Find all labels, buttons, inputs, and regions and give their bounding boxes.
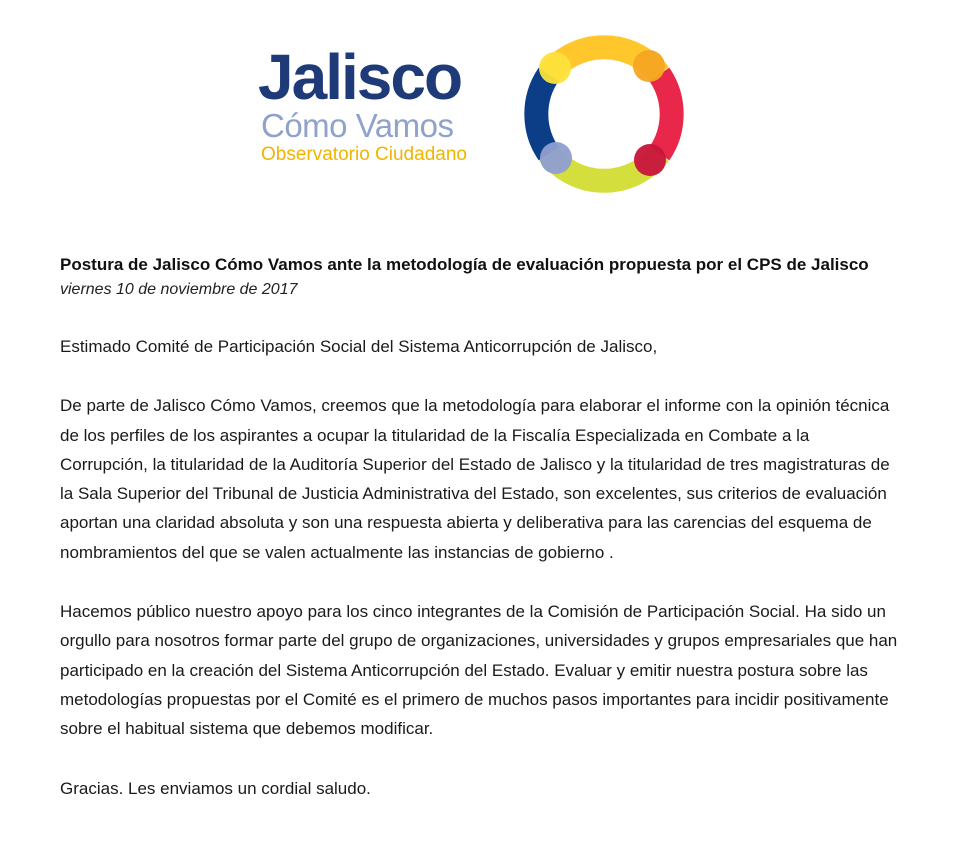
letterhead — [0, 0, 960, 215]
logo-wordmark — [258, 41, 508, 167]
salutation: Estimado Comité de Participación Social del Sistema Anticorrupción de Jalisco, — [60, 337, 658, 356]
ring-dot-crimson — [634, 144, 666, 176]
ring-dot-lavender — [540, 142, 572, 174]
logo-main-text: Jalisco — [258, 41, 462, 113]
logo-sub-text: Cómo Vamos — [261, 107, 454, 144]
ring-segment-blue — [536, 74, 548, 153]
ring-dot-orange — [633, 50, 665, 82]
logo-tagline: Observatorio Ciudadano — [261, 144, 467, 165]
ring-dot-yellow — [539, 52, 571, 84]
letter-body — [60, 252, 900, 833]
ring-logo-icon — [520, 30, 688, 198]
document-title: Postura de Jalisco Cómo Vamos ante la metodología de evaluación propuesta por el CPS de Jalisco — [60, 255, 869, 274]
closing: Gracias. Les enviamos un cordial saludo. — [60, 778, 371, 798]
document-date: viernes 10 de noviembre de 2017 — [60, 281, 298, 298]
paragraph-2: Hacemos público nuestro apoyo para los cinco integrantes de la Comisión de Participación Social. Ha sido un orgullo para nosotros formar parte del grupo de organizaciones, universidades y grupos empresariales que han participado en la creación del Sistema Anticorrupción del Estado. Evaluar y emitir nuestra postura sobre las metodologías propuestas por el Comité es el primero de muchos pasos importantes para incidir positivamente sobre el habitual sistema que debemos modificar. — [60, 602, 898, 739]
ring-segment-red — [659, 74, 671, 153]
paragraph-1: De parte de Jalisco Cómo Vamos, creemos que la metodología para elaborar el informe con la opinión técnica de los perfiles de los aspirantes a ocupar la titularidad de la Fiscalía Especializada en Combate a la Corrupción, la titularidad de la Auditoría Superior del Estado de Jalisco y la titularidad de tres magistraturas de la Sala Superior del Tribunal de Justicia Administrativa del Estado, son excelentes, sus criterios de evaluación aportan una claridad absoluta y son una respuesta abierta y deliberativa para las carencias del esquema de nombramientos del que se valen actualmente las instancias de gobierno . — [60, 396, 890, 562]
